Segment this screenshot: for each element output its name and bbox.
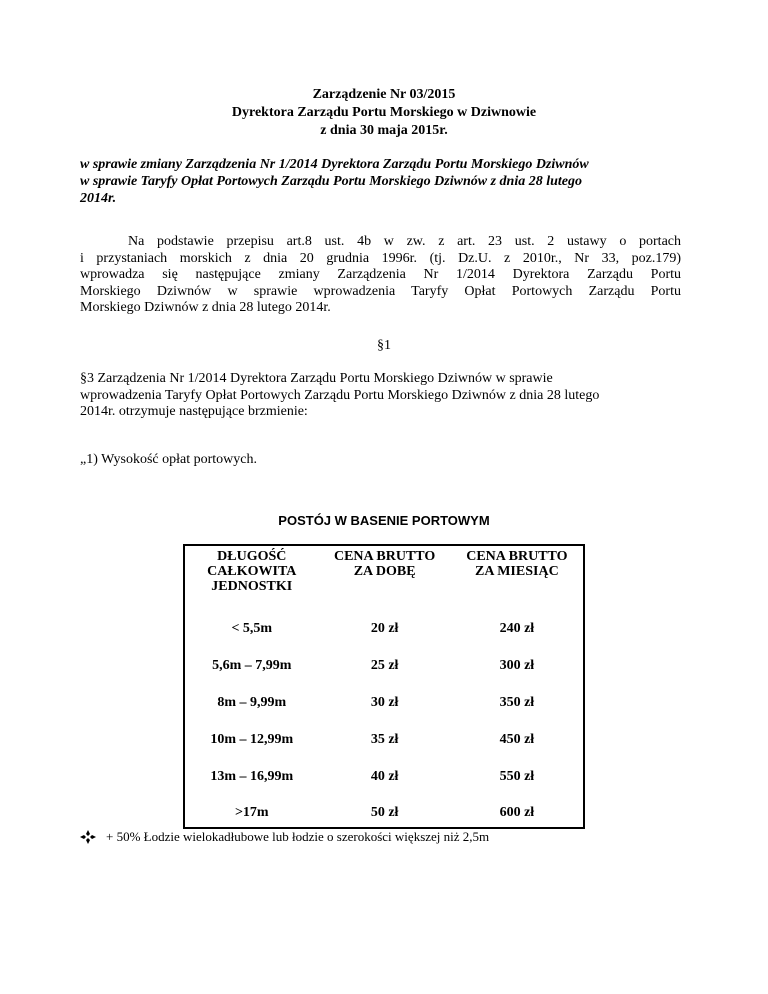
surcharge-note-text: + 50% Łodzie wielokadłubowe lub łodzie o szerokości większej niż 2,5m [106, 829, 490, 844]
diamond-bullet-icon [80, 830, 96, 844]
table-row [184, 754, 584, 791]
intro-line-5: Morskiego Dziwnów z dnia 28 lutego 2014r. [80, 300, 331, 315]
intro-line-4: Morskiego Dziwnów w sprawie wprowadzenia Taryfy Opłat Portowych Zarządu Portu [80, 283, 681, 299]
amendment-paragraph [80, 371, 690, 421]
day-price-cell: 20 zł [370, 620, 399, 636]
day-price-cell: 30 zł [370, 694, 399, 710]
amendment-line-1: §3 Zarządzenia Nr 1/2014 Dyrektora Zarządu Portu Morskiego Dziwnów w sprawie [80, 371, 553, 386]
month-price-cell: 550 zł [499, 768, 535, 784]
document-title [0, 86, 768, 140]
column-header-month-line-1: CENA BRUTTO [466, 549, 568, 564]
table-heading: POSTÓJ W BASENIE PORTOWYM [278, 513, 490, 528]
day-price-cell: 50 zł [370, 805, 399, 820]
title-line-2: Dyrektora Zarządu Portu Morskiego w Dziwnowie [231, 105, 537, 120]
amendment-line-3: 2014r. otrzymuje następujące brzmienie: [80, 404, 308, 419]
subject-line-2: w sprawie Taryfy Opłat Portowych Zarządu Portu Morskiego Dziwnów z dnia 28 lutego [80, 174, 582, 189]
title-line-1: Zarządzenie Nr 03/2015 [312, 87, 456, 102]
column-header-length-line-2: CAŁKOWITA [207, 564, 297, 579]
amendment-line-2: wprowadzenia Taryfy Opłat Portowych Zarządu Portu Morskiego Dziwnów z dnia 28 lutego [80, 387, 600, 403]
subject-line-1: w sprawie zmiany Zarządzenia Nr 1/2014 Dyrektora Zarządu Portu Morskiego Dziwnów [80, 157, 589, 172]
intro-line-1: Na podstawie przepisu art.8 ust. 4b w zw. z art. 23 ust. 2 ustawy o portach [128, 234, 681, 249]
table-row [184, 791, 584, 828]
table-header-row [184, 545, 584, 606]
day-price-cell: 35 zł [370, 731, 399, 747]
item-heading: „1) Wysokość opłat portowych. [80, 452, 257, 467]
column-header-length-line-1: DŁUGOŚĆ [217, 549, 287, 564]
intro-line-3: wprowadza się następujące zmiany Zarządzenia Nr 1/2014 Dyrektora Zarządu Portu [80, 267, 681, 282]
length-cell: >17m [234, 805, 269, 820]
length-cell: 5,6m – 7,99m [212, 657, 292, 673]
month-price-cell: 350 zł [499, 694, 535, 710]
day-price-cell: 40 zł [370, 768, 399, 784]
intro-line-2: i przystaniach morskich z dnia 20 grudnia 1996r. (tj. Dz.U. z 2010r., Nr 33, poz.179) [80, 250, 681, 266]
subject-line-3: 2014r. [80, 191, 117, 206]
table-row [184, 643, 584, 680]
length-cell: 13m – 16,99m [210, 768, 294, 784]
column-header-length-line-3: JEDNOSTKI [211, 579, 293, 594]
table-row [184, 717, 584, 754]
length-cell: 10m – 12,99m [210, 731, 294, 747]
table-row [184, 680, 584, 717]
table-row [184, 606, 584, 643]
column-header-day-line-1: CENA BRUTTO [333, 549, 436, 564]
column-header-day [319, 545, 451, 606]
document-subject [80, 156, 690, 207]
surcharge-note [80, 829, 489, 845]
month-price-cell: 300 zł [499, 657, 535, 673]
length-cell: < 5,5m [231, 620, 273, 636]
section-mark: §1 [377, 338, 391, 353]
month-price-cell: 240 zł [499, 620, 535, 636]
column-header-month-line-2: ZA MIESIĄC [475, 564, 559, 579]
title-line-3: z dnia 30 maja 2015r. [320, 123, 448, 138]
month-price-cell: 600 zł [499, 805, 535, 820]
month-price-cell: 450 zł [499, 731, 535, 747]
rates-table [183, 544, 585, 829]
length-cell: 8m – 9,99m [217, 694, 287, 710]
column-header-day-line-2: ZA DOBĘ [353, 564, 416, 579]
intro-paragraph [80, 234, 681, 317]
column-header-length [184, 545, 319, 606]
day-price-cell: 25 zł [370, 657, 399, 673]
column-header-month [451, 545, 584, 606]
